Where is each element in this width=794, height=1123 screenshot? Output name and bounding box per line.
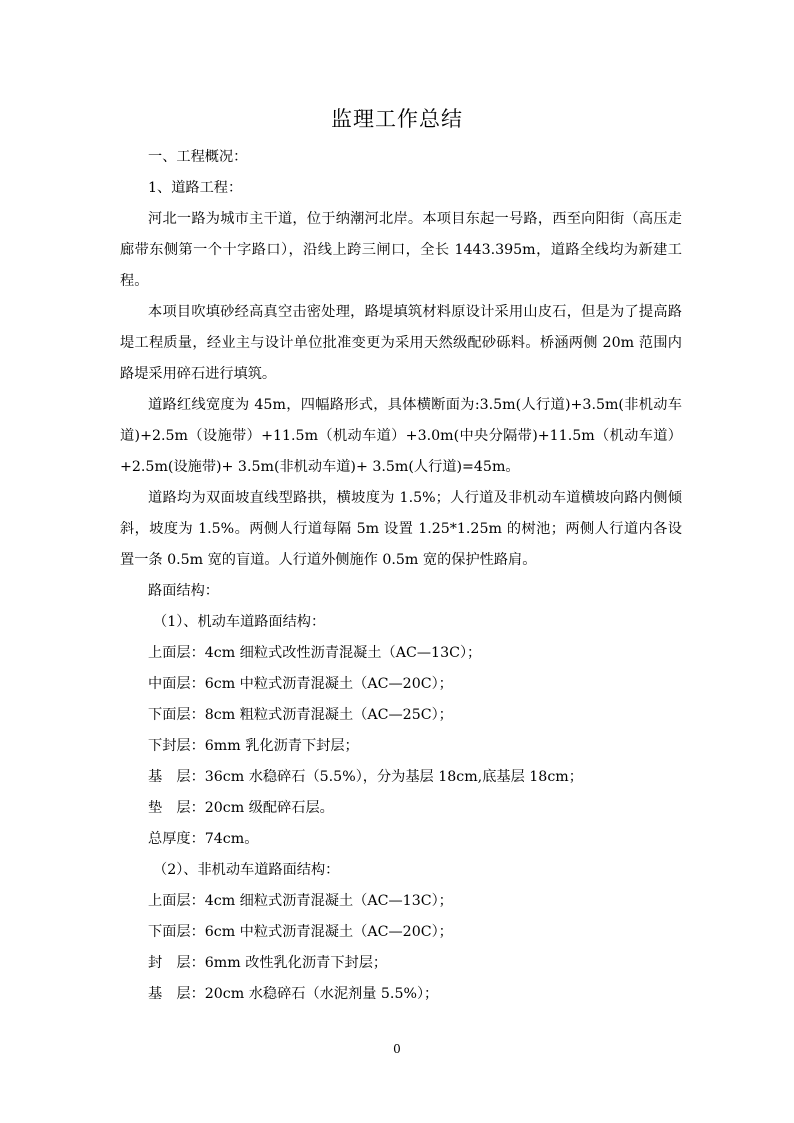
heading-non-motor-lane: （2）、非机动车道路面结构： xyxy=(153,862,340,878)
section-heading-overview: 一、工程概况： xyxy=(148,149,248,165)
page-number: 0 xyxy=(393,1042,401,1056)
paragraph-embankment: 本项目吹填砂经高真空击密处理，路堤填筑材料原设计采用山皮石，但是为了提高路堤工程质量，经业主与设计单位批准变更为采用天然级配砂砾料。桥涵两侧 20m 范围内路堤采用碎石进行填筑。 xyxy=(120,304,682,382)
non-motor-layer-upper: 上面层：4cm 细粒式沥青混凝土（AC—13C）； xyxy=(148,893,453,909)
paragraph-road-crown: 道路均为双面坡直线型路拱，横坡度为 1.5%；人行道及非机动车道横坡向路内侧倾斜，坡度为 1.5%。两侧人行道每隔 5m 设置 1.25*1.25m 的树池；两侧人行道内各设置一条 0.5m 宽的盲道。人行道外侧施作 0.5m 宽的保护性路肩。 xyxy=(120,490,682,568)
paragraph-cross-section: 道路红线宽度为 45m，四幅路形式，具体横断面为:3.5m(人行道)+3.5m(非机动车道)+2.5m（设施带）+11.5m（机动车道）+3.0m(中央分隔带)+11.5m（机动车道）+2.5m(设施带)+ 3.5m(非机动车道)+ 3.5m(人行道)=45m。 xyxy=(120,397,682,475)
motor-layer-cushion: 垫 层：20cm 级配碎石层。 xyxy=(148,800,334,816)
non-motor-layer-lower: 下面层：6cm 中粒式沥青混凝土（AC—20C）； xyxy=(148,924,453,940)
paragraph-road-overview: 河北一路为城市主干道，位于纳潮河北岸。本项目东起一号路，西至向阳街（高压走廊带东侧第一个十字路口），沿线上跨三闸口，全长 1443.395m，道路全线均为新建工程。 xyxy=(120,211,682,289)
subsection-heading-road: 1、道路工程： xyxy=(148,180,243,196)
motor-layer-base: 基 层：36cm 水稳碎石（5.5%），分为基层 18cm,底基层 18cm； xyxy=(148,769,583,785)
document-body xyxy=(120,142,682,1010)
motor-total-thickness: 总厚度：74cm。 xyxy=(148,831,259,847)
heading-motor-lane: （1）、机动车道路面结构： xyxy=(153,614,326,630)
non-motor-layer-base: 基 层：20cm 水稳碎石（水泥剂量 5.5%）； xyxy=(148,986,439,1002)
document-title: 监理工作总结 xyxy=(331,107,463,131)
motor-layer-upper: 上面层：4cm 细粒式改性沥青混凝土（AC—13C）； xyxy=(148,645,482,661)
motor-layer-middle: 中面层：6cm 中粒式沥青混凝土（AC—20C）； xyxy=(148,676,453,692)
motor-layer-seal: 下封层：6mm 乳化沥青下封层； xyxy=(148,738,359,754)
non-motor-layer-seal: 封 层：6mm 改性乳化沥青下封层； xyxy=(148,955,388,971)
motor-layer-lower: 下面层：8cm 粗粒式沥青混凝土（AC—25C）； xyxy=(148,707,453,723)
heading-pavement-structure: 路面结构： xyxy=(148,583,219,599)
